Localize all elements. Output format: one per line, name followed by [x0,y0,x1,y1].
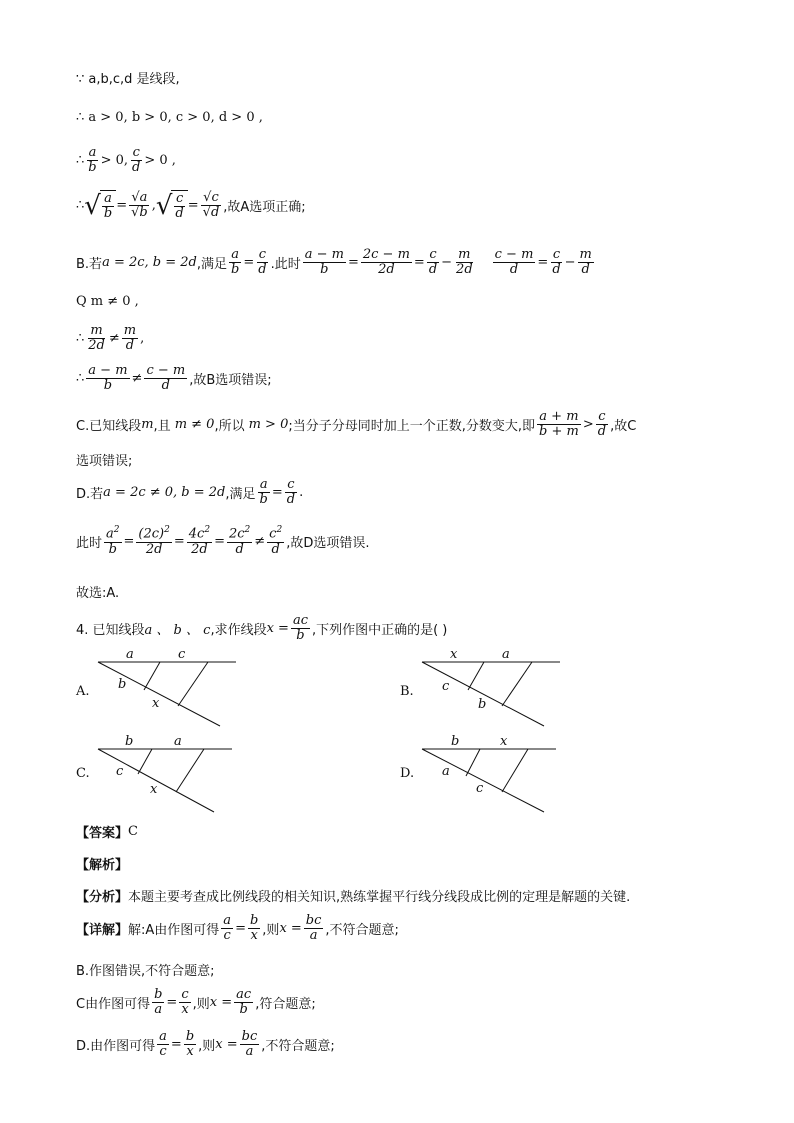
text-l5-now: .此时 [270,257,301,273]
fraction-4c2-2d: $\frac{4c^2}{2d}$ [188,525,211,557]
fraction-c-d-4: $\frac{c}{d}$ [552,247,561,278]
text-line-8: ∴ $\frac{a - m}{b}$ ≠ $\frac{c - m}{d}$ ,故B选项错误; [76,363,272,394]
fraction-2c2-2d: $\frac{(2c)^2}{2d}$ [138,525,170,557]
fraction-m-d: $\frac{m}{d}$ [579,247,592,278]
figure-b-option-label: B. [400,684,414,699]
fraction-ac-b-2: $\frac{ac}{b}$ [236,987,252,1018]
fraction-a-m-b-m: $\frac{a + m}{b + m}$ [539,409,579,440]
fenxi-text: 本题主要考查成比例线段的相关知识,熟练掌握平行线分线段成比例的定理是解题的关键. [128,890,631,905]
figure-b-label-top2: a [502,647,510,662]
text-l5-mid: a = 2c, b = 2d [102,255,197,271]
xj-d-tail: ,不符合题意; [261,1039,335,1055]
fenxi-label: 【分析】 [76,890,129,905]
q4-text-a: 4. 已知线段 [76,623,145,639]
text-l9-h: ,故C [610,419,637,435]
figure-c-label-top2: a [174,734,182,749]
text-l4-tail: ,故A选项正确; [223,200,306,216]
text-l12-a: 此时 [76,535,103,551]
fraction-b-x: $\frac{b}{x}$ [249,913,259,944]
figure-b-label-low2: b [478,697,487,712]
therefore-symbol: ∴ [76,153,85,169]
figure-b-drawing [398,646,578,736]
sqrt-c-over-d: √ $\frac{c}{d}$ [156,190,188,222]
xj-a-tail: ,不符合题意; [325,923,399,939]
text-l8-tail: ,故B选项错误; [189,373,272,389]
fraction-bc-a: $\frac{bc}{a}$ [305,913,322,944]
text-l2: ∴ a > 0, b > 0, c > 0, d > 0 , [76,110,263,125]
figure-c-label-low2: x [150,782,158,797]
figure-a-label-low1: b [118,677,127,692]
figure-c-option-label: C. [76,766,90,781]
figure-c [74,732,254,822]
answer-line [76,822,138,841]
text-l9-a: C.已知线段 [76,419,142,435]
text-line-3: ∴ $\frac{a}{b}$ > 0, $\frac{c}{d}$ > 0 , [76,145,176,176]
text-l11-a: D.若 [76,487,104,503]
xj-c-pre: C由作图可得 [76,997,151,1013]
answer-value: C [128,824,138,839]
xj-c-mid: ,则 [192,997,210,1013]
fraction-a-m-b-2: $\frac{a - m}{b}$ [88,363,128,394]
text-l1: ∵ a,b,c,d 是线段, [76,72,180,87]
figure-b-label-low1: c [442,679,450,694]
q4-text-b: a 、 b 、 c [144,623,211,639]
fenxi-line [76,886,630,905]
figure-a-label-top2: c [178,647,186,662]
fraction-c-m-d: $\frac{c - m}{d}$ [494,247,534,278]
xiangjie-c-line: C由作图可得 $\frac{b}{a}$ = $\frac{c}{x}$ ,则 x = $\frac{ac}{b}$ ,符合题意; [76,987,316,1018]
text-l11-c: ,满足 [225,487,256,503]
fraction-b-a: $\frac{b}{a}$ [154,987,163,1018]
fraction-c-x: $\frac{c}{x}$ [181,987,189,1018]
text-l9-b: m [141,417,154,433]
fraction-c-d-5: $\frac{c}{d}$ [597,409,607,440]
xiangjie-line: 【详解】 解:A由作图可得 $\frac{a}{c}$ = $\frac{b}{x}$ ,则 x = $\frac{bc}{a}$ ,不符合题意; [76,913,399,944]
figure-d-label-low1: a [442,764,450,779]
figure-a-label-low2: x [152,696,160,711]
xj-a-mid: ,则 [262,923,280,939]
text-line-1 [76,68,180,87]
figure-a-label-top1: a [126,647,134,662]
analysis-label: 【解析】 [76,858,129,873]
figure-d-option-label: D. [400,766,415,781]
figure-d [398,732,578,822]
fraction-bc-a-2: $\frac{bc}{a}$ [241,1029,258,1060]
fraction-a-m-b: $\frac{a - m}{b}$ [304,247,344,278]
answer-label: 【答案】 [76,826,129,841]
text-line-7: ∴ $\frac{m}{2d}$ ≠ $\frac{m}{d}$ , [76,323,145,354]
text-line-4: ∴ √ $\frac{a}{b}$ = $\frac{√a}{√b}$ , √ $\frac{c}{d}$ = $\frac{√c}{√d}$ ,故A选项正确; [76,190,306,222]
text-line-10 [76,450,132,469]
xj-c-tail: ,符合题意; [255,997,316,1013]
fraction-a-c-2: $\frac{a}{c}$ [159,1029,167,1060]
text-l5-pre: B.若 [76,257,103,273]
text-line-12: 此时 $\frac{a^2}{b}$ = $\frac{(2c)^2}{2d}$ = $\frac{4c^2}{2d}$ = $\frac{2c^2}{d}$ ≠ $\frac{c^2}{d}$ ,故D选项错误. [76,525,370,557]
figure-d-label-low2: c [476,781,484,796]
figure-b [398,646,578,736]
figure-c-drawing [74,732,254,822]
text-l9-c: ,且 [153,419,171,435]
q4-text-d: ,下列作图中正确的是( ) [311,623,448,639]
fraction-ac-b: $\frac{ac}{b}$ [292,613,308,644]
fraction-c-d: $\frac{c}{d}$ [132,145,141,176]
q4-text-c: ,求作线段 [210,623,267,639]
text-l11-b: a = 2c ≠ 0, b = 2d [103,485,226,501]
figure-d-label-top2: x [500,734,508,749]
text-l9-e: ,所以 [214,419,245,435]
fraction-a2-b: $\frac{a^2}{b}$ [106,525,120,557]
xj-a-pre: 解:A由作图可得 [128,923,220,939]
figure-c-label-low1: c [116,764,124,779]
text-l6: Q m ≠ 0 , [76,294,139,309]
fraction-2c2-d: $\frac{2c^2}{d}$ [228,525,251,557]
figure-c-label-top1: b [125,734,134,749]
analysis-heading [76,854,128,873]
text-l9-f: m > 0 [248,417,289,433]
text-line-13 [76,582,119,601]
fraction-c-m-d-2: $\frac{c - m}{d}$ [146,363,186,394]
text-line-11: D.若 a = 2c ≠ 0, b = 2d ,满足 $\frac{a}{b}$ = $\frac{c}{d}$ . [76,477,304,508]
text-l12-tail: ,故D选项错误. [286,535,370,551]
xj-b: B.作图错误,不符合题意; [76,964,215,979]
figure-a-drawing [74,646,254,736]
figure-a-option-label: A. [76,684,90,699]
text-line-6 [76,294,139,309]
fraction-c-d-2: $\frac{c}{d}$ [258,247,267,278]
fraction-c2-d: $\frac{c^2}{d}$ [269,525,283,557]
text-l10: 选项错误; [76,454,133,469]
fraction-a-b: $\frac{a}{b}$ [88,145,97,176]
fraction-sqrt-c-sqrt-d: $\frac{√c}{√d}$ [202,190,220,221]
question-4: 4. 已知线段 a 、 b 、 c ,求作线段 x = $\frac{ac}{b}$ ,下列作图中正确的是( ) [76,613,448,644]
text-line-9: C.已知线段 m ,且 m ≠ 0 ,所以 m > 0 ;当分子分母同时加上一个正数,分数变大,即 $\frac{a + m}{b + m}$ > $\frac{c}{d}$ ,故C [76,409,637,440]
text-l13: 故选:A. [76,586,120,601]
xiangjie-b-line [76,960,215,979]
figure-a [74,646,254,736]
fraction-m-2d-2: $\frac{m}{2d}$ [88,323,105,354]
fraction-m-d-2: $\frac{m}{d}$ [123,323,137,354]
sqrt-a-over-b: √ $\frac{a}{b}$ [84,190,116,222]
figure-b-label-top1: x [450,647,458,662]
text-l9-g: ;当分子分母同时加上一个正数,分数变大,即 [288,419,536,435]
fraction-a-c: $\frac{a}{c}$ [223,913,232,944]
fraction-c-d-6: $\frac{c}{d}$ [286,477,296,508]
text-l9-d: m ≠ 0 [174,417,215,433]
fraction-m-2d: $\frac{m}{2d}$ [456,247,473,278]
fraction-a-b-2: $\frac{a}{b}$ [231,247,240,278]
fraction-b-x-2: $\frac{b}{x}$ [185,1029,195,1060]
text-line-2 [76,110,263,125]
fraction-a-b-3: $\frac{a}{b}$ [259,477,268,508]
xj-d-pre: D.由作图可得 [76,1039,156,1055]
figure-d-drawing [398,732,578,822]
fraction-2c-m-2d: $\frac{2c - m}{2d}$ [362,247,410,278]
fraction-c-d-3: $\frac{c}{d}$ [428,247,438,278]
text-l5-satisfy: ,满足 [196,257,227,273]
figure-d-label-top1: b [451,734,460,749]
xj-d-mid: ,则 [198,1039,216,1055]
xiangjie-d-line: D.由作图可得 $\frac{a}{c}$ = $\frac{b}{x}$ ,则 x = $\frac{bc}{a}$ ,不符合题意; [76,1029,335,1060]
xiangjie-label: 【详解】 [76,923,129,939]
text-line-5: B.若 a = 2c, b = 2d ,满足 $\frac{a}{b}$ = $\frac{c}{d}$ .此时 $\frac{a - m}{b}$ = $\frac{2c - m}{2d}$ = $\frac{c}{d}$ − $\frac{m}{2d}$ $\frac{c - m}{d}$ = $\frac{c}{d}$ − $\frac{m}{d}$ [76,247,592,278]
fraction-sqrt-a-sqrt-b: $\frac{√a}{√b}$ [131,190,148,221]
